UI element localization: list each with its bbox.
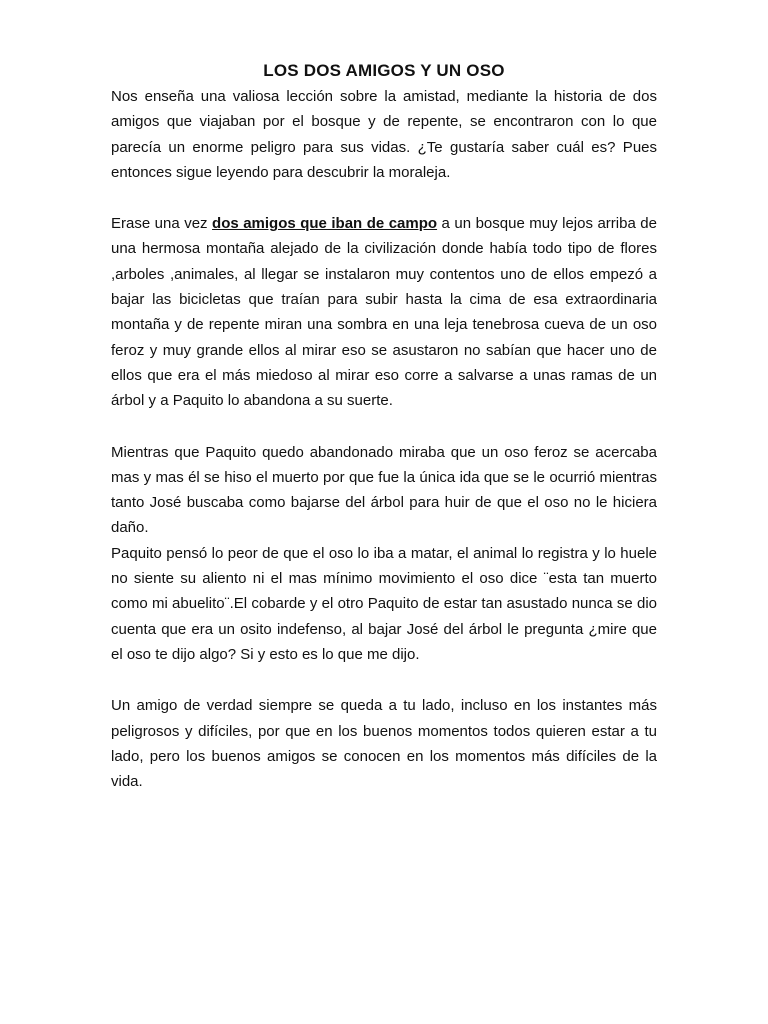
story-text-after: a un bosque muy lejos arriba de una hermosa montaña alejado de la civilización donde había todo tipo de flores ,arboles ,animales, al llegar se instalaron muy contentos uno de ellos empezó a bajar las bicicletas que traían para subir hasta la cima de esa extraordinaria montaña y de repente miran una sombra en una leja tenebrosa cueva de un oso feroz y muy grande ellos al mirar eso se asustaron no sabían que hacer uno de ellos que era el más miedoso al mirar eso corre a salvarse a unas ramas de un árbol y a Paquito lo abandona a su suerte. — [111, 215, 657, 410]
bear-approach-paragraph: Mientras que Paquito quedo abandonado miraba que un oso feroz se acercaba mas y mas él se hiso el muerto por que fue la única ida que se le ocurrió mientras tanto José buscaba como bajarse del árbol para huir de que el oso no le hiciera daño. — [111, 443, 657, 537]
moral-paragraph: Un amigo de verdad siempre se queda a tu lado, incluso en los instantes más peligrosos y difíciles, por que en los buenos momentos todos quieren estar a tu lado, pero los buenos amigos se conocen en los momentos más difíciles de la vida. — [111, 697, 657, 791]
story-paragraph — [111, 211, 657, 413]
story-text-before: Erase una vez — [111, 215, 213, 233]
document-title: LOS DOS AMIGOS Y UN OSO — [263, 61, 505, 80]
document-page — [111, 58, 657, 794]
bear-sniff-paragraph: Paquito pensó lo peor de que el oso lo iba a matar, el animal lo registra y lo huele no siente su aliento ni el mas mínimo movimiento el oso dice ¨esta tan muerto como mi abuelito¨.El cobarde y el otro Paquito de estar tan asustado nunca se dio cuenta que era un osito indefenso, al bajar José del árbol le pregunta ¿mire que el oso te dijo algo? Si y esto es lo que me dijo. — [111, 544, 657, 663]
story-highlight: dos amigos que iban de campo — [212, 215, 438, 233]
intro-paragraph: Nos enseña una valiosa lección sobre la amistad, mediante la historia de dos amigos que viajaban por el bosque y de repente, se encontraron con lo que parecía un enorme peligro para sus vidas. ¿Te gustaría saber cuál es? Pues entonces sigue leyendo para descubrir la moraleja. — [111, 88, 657, 181]
